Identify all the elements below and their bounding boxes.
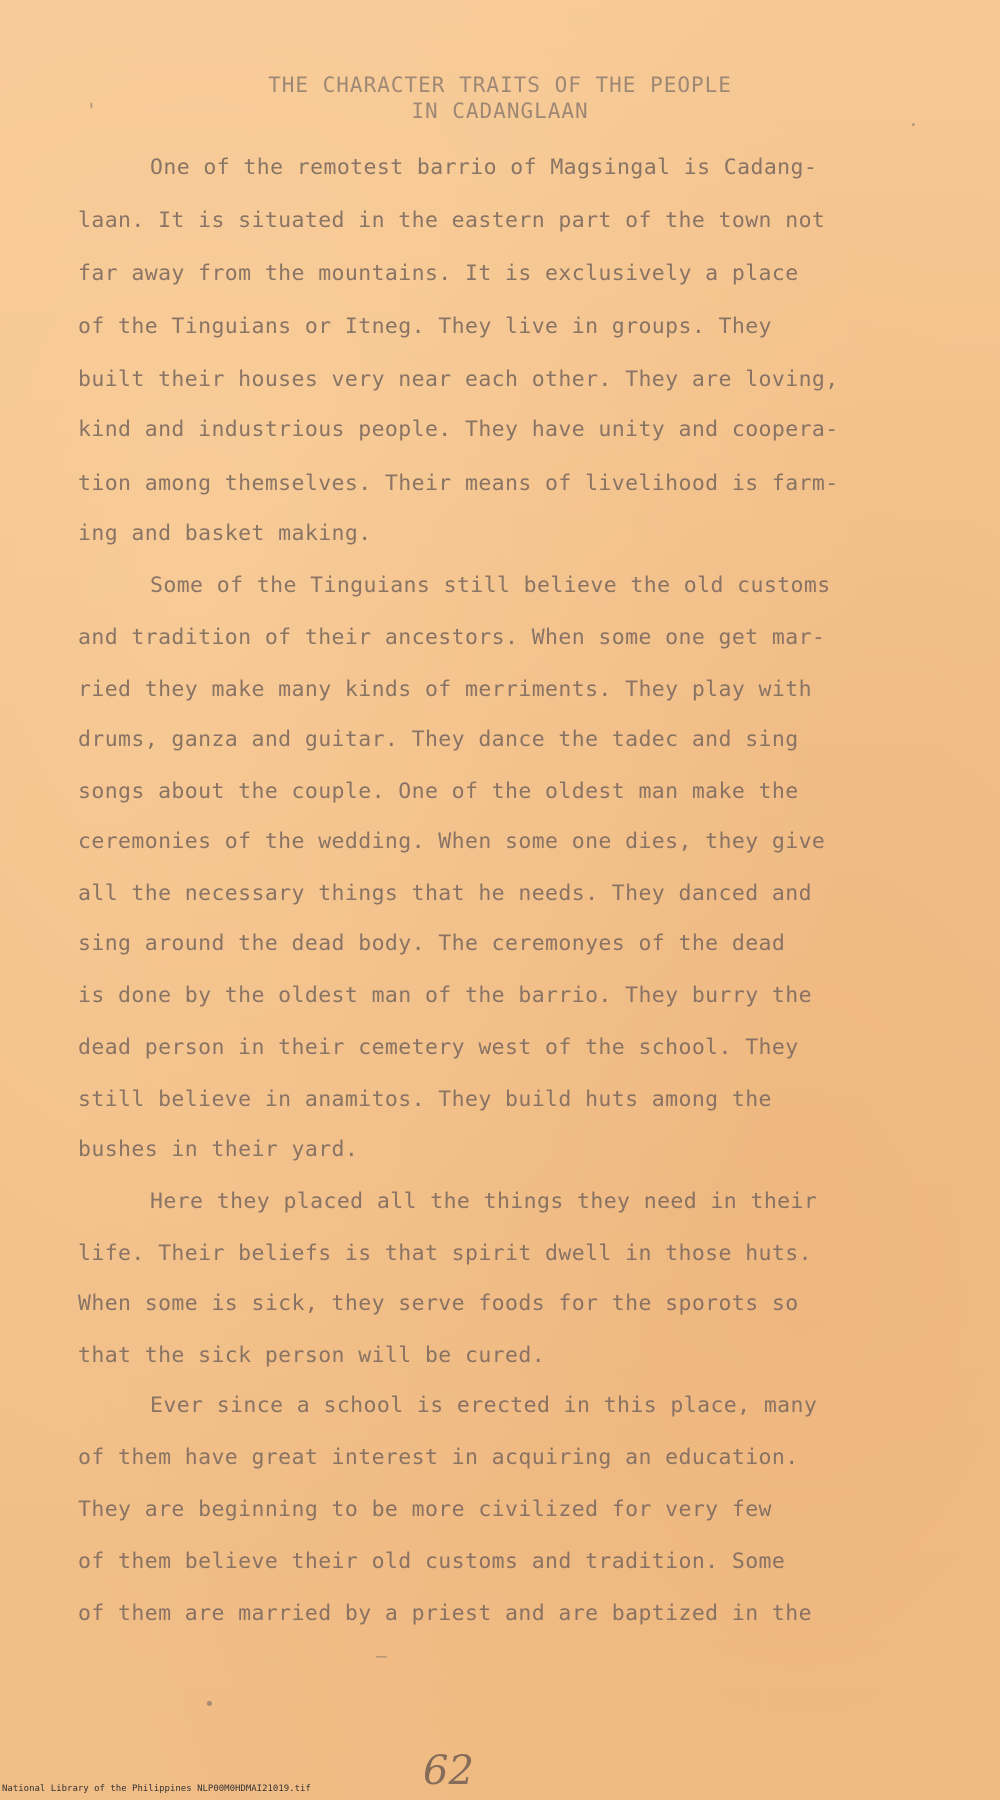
body-line: of them believe their old customs and tradition. Some bbox=[78, 1549, 786, 1574]
body-line: that the sick person will be cured. bbox=[78, 1343, 546, 1368]
stray-mark: • bbox=[204, 1694, 215, 1715]
body-line: When some is sick, they serve foods for the sporots so bbox=[78, 1291, 799, 1316]
body-line: Here they placed all the things they need in their bbox=[150, 1189, 818, 1214]
body-line: of the Tinguians or Itneg. They live in groups. They bbox=[78, 314, 772, 339]
handwritten-page-number: 62 bbox=[423, 1748, 474, 1794]
document-title-line-2: IN CADANGLAAN bbox=[411, 99, 589, 123]
body-line: far away from the mountains. It is exclusively a place bbox=[78, 261, 799, 286]
body-line: sing around the dead body. The ceremonyes of the dead bbox=[78, 931, 786, 956]
body-line: still believe in anamitos. They build huts among the bbox=[78, 1087, 772, 1112]
body-line: ceremonies of the wedding. When some one dies, they give bbox=[78, 829, 826, 854]
body-line: dead person in their cemetery west of the school. They bbox=[78, 1035, 799, 1060]
body-line: tion among themselves. Their means of livelihood is farm- bbox=[78, 471, 839, 496]
stray-mark: ' bbox=[86, 100, 97, 121]
body-line: all the necessary things that he needs. They danced and bbox=[78, 881, 812, 906]
body-line: Some of the Tinguians still believe the old customs bbox=[150, 573, 831, 598]
body-line: of them are married by a priest and are baptized in the bbox=[78, 1601, 812, 1626]
body-line: They are beginning to be more civilized for very few bbox=[78, 1497, 772, 1522]
body-line: is done by the oldest man of the barrio. They burry the bbox=[78, 983, 812, 1008]
body-line: life. Their beliefs is that spirit dwell in those huts. bbox=[78, 1241, 812, 1266]
body-line: kind and industrious people. They have unity and coopera- bbox=[78, 417, 839, 442]
body-line: One of the remotest barrio of Magsingal is Cadang- bbox=[150, 155, 818, 180]
body-line: drums, ganza and guitar. They dance the tadec and sing bbox=[78, 727, 799, 752]
stray-mark: — bbox=[376, 1646, 387, 1667]
scan-footer: National Library of the Philippines NLP00M0HDMAI21019.tif bbox=[2, 1784, 311, 1794]
body-line: ried they make many kinds of merriments. They play with bbox=[78, 677, 812, 702]
body-line: Ever since a school is erected in this place, many bbox=[150, 1393, 818, 1418]
body-line: of them have great interest in acquiring an education. bbox=[78, 1445, 799, 1470]
body-line: laan. It is situated in the eastern part of the town not bbox=[78, 208, 826, 233]
body-line: and tradition of their ancestors. When some one get mar- bbox=[78, 625, 826, 650]
document-title-line-1: THE CHARACTER TRAITS OF THE PEOPLE bbox=[268, 73, 732, 97]
body-line: songs about the couple. One of the oldest man make the bbox=[78, 779, 799, 804]
stray-mark: . bbox=[908, 110, 919, 131]
body-line: bushes in their yard. bbox=[78, 1137, 359, 1162]
body-line: built their houses very near each other. They are loving, bbox=[78, 367, 839, 392]
body-line: ing and basket making. bbox=[78, 521, 372, 546]
